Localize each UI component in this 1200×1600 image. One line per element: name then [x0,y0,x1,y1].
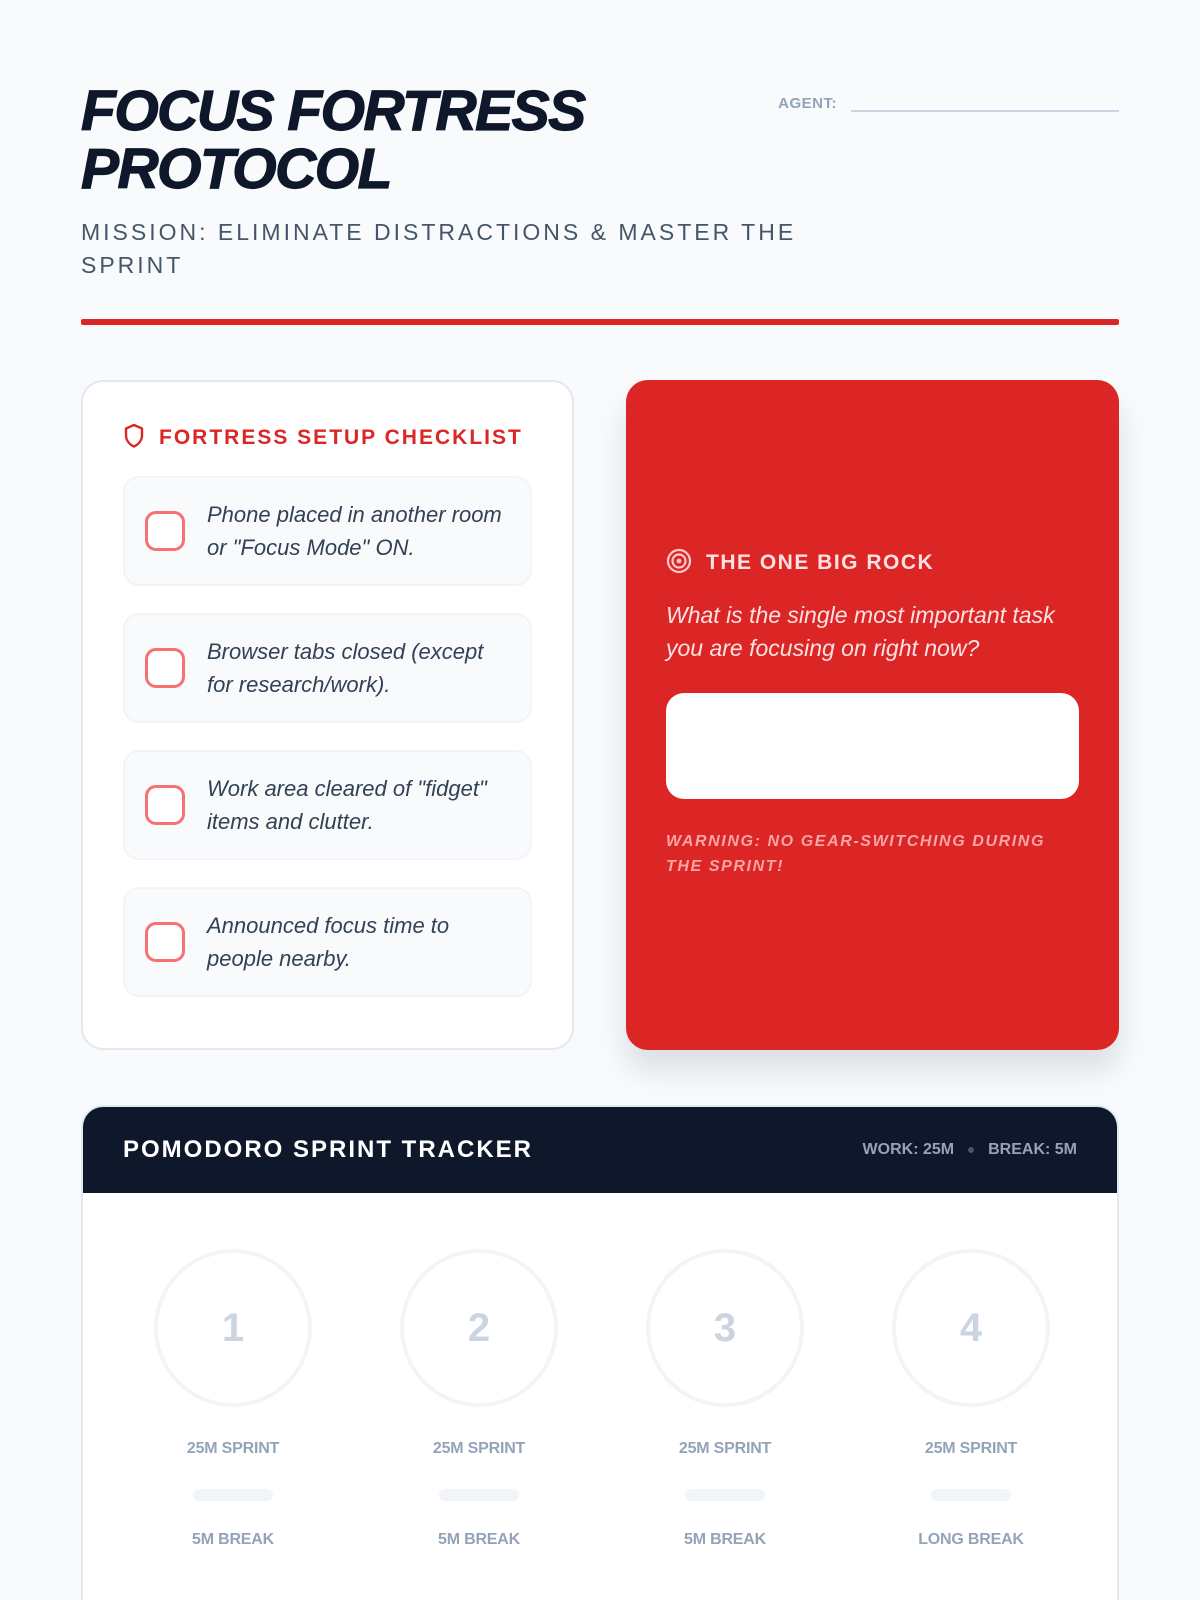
work-duration: WORK: 25M [862,1141,955,1158]
checklist-item-label: Browser tabs closed (except for research/work). [207,639,484,697]
agent-field [778,88,1119,112]
big-rock-question: What is the single most important task you are focusing on right now? [666,602,1055,661]
checklist-item-label: Announced focus time to people nearby. [207,913,450,971]
target-icon [666,548,692,579]
checklist-item-label: Phone placed in another room or "Focus Mode" ON. [207,502,502,560]
sprint-label: 25M SPRINT [186,1440,280,1457]
pomodoro-tracker [81,1105,1119,1600]
checkbox[interactable] [145,922,185,962]
checklist-item[interactable] [123,887,532,997]
checklist-card [81,380,574,1050]
separator-dot [968,1147,974,1153]
agent-label: AGENT: [778,95,837,112]
break-bar[interactable] [193,1489,273,1501]
big-rock-title: THE ONE BIG ROCK [706,551,935,574]
sprint-circle[interactable]: 3 [646,1249,804,1407]
sprint-row [83,1193,1117,1600]
checklist-item[interactable] [123,750,532,860]
sprint-circle[interactable]: 1 [154,1249,312,1407]
break-label: 5M BREAK [438,1531,520,1548]
break-bar[interactable] [685,1489,765,1501]
checkbox[interactable] [145,785,185,825]
cards-row [81,380,1119,1050]
header-divider [81,319,1119,325]
shield-icon [123,423,145,454]
break-bar[interactable] [439,1489,519,1501]
checklist-item[interactable] [123,476,532,586]
sprint-circle[interactable]: 2 [400,1249,558,1407]
break-bar[interactable] [931,1489,1011,1501]
checklist-heading [123,420,532,456]
checkbox[interactable] [145,648,185,688]
big-rock-input[interactable] [666,693,1079,799]
header [81,0,1119,330]
break-label: LONG BREAK [918,1531,1024,1548]
checkbox[interactable] [145,511,185,551]
checklist-item[interactable] [123,613,532,723]
page-title: FOCUS FORTRESS PROTOCOL [81,79,585,201]
agent-input[interactable] [851,88,1119,112]
sprint-label: 25M SPRINT [432,1440,526,1457]
sprint-circle[interactable]: 4 [892,1249,1050,1407]
sprint-label: 25M SPRINT [678,1440,772,1457]
break-label: 5M BREAK [684,1531,766,1548]
sprint-label: 25M SPRINT [924,1440,1018,1457]
page-subtitle: MISSION: ELIMINATE DISTRACTIONS & MASTER THE SPRINT [81,219,797,278]
tracker-meta [863,1141,1077,1159]
checklist-title: FORTRESS SETUP CHECKLIST [159,426,523,449]
checklist-item-label: Work area cleared of "fidget" items and clutter. [207,776,487,834]
tracker-title: POMODORO SPRINT TRACKER [123,1136,534,1163]
break-label: 5M BREAK [192,1531,274,1548]
tracker-header [83,1107,1117,1193]
big-rock-warning: WARNING: NO GEAR-SWITCHING DURING THE SPRINT! [666,833,1046,875]
big-rock-heading [666,545,1079,581]
break-duration: BREAK: 5M [988,1141,1077,1158]
big-rock-card [626,380,1119,1050]
